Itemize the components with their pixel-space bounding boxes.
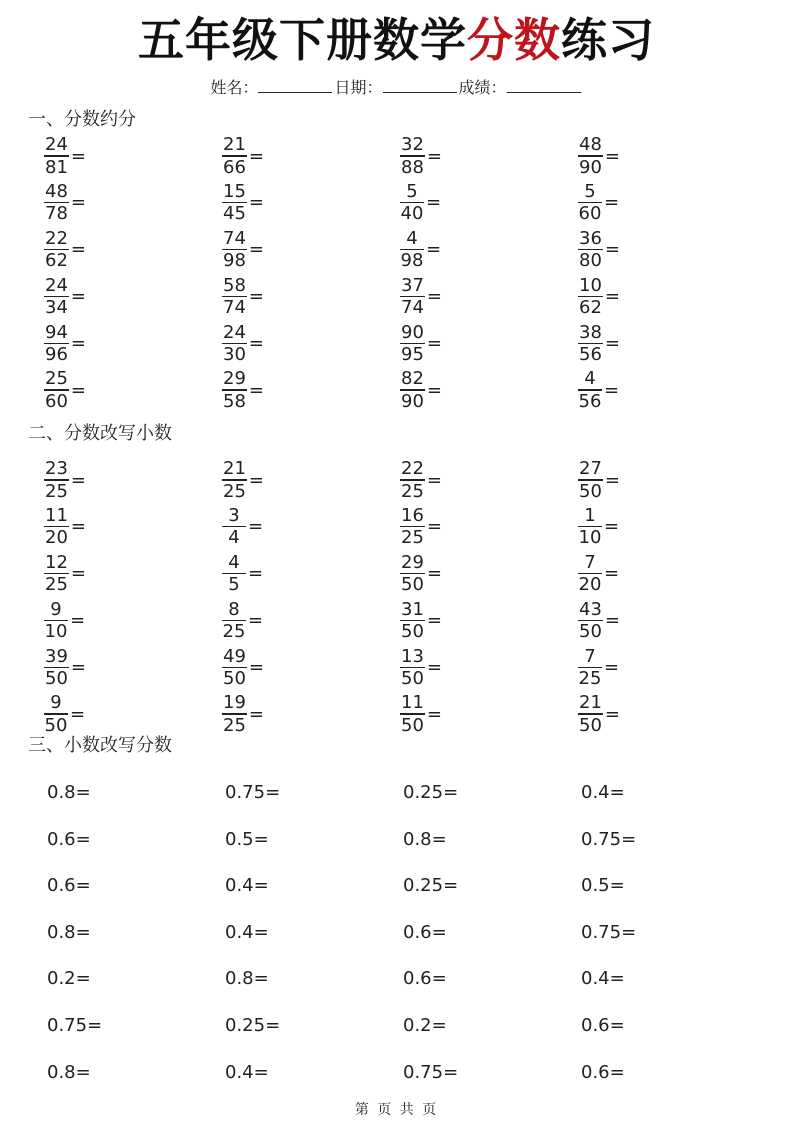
fraction-exercise	[400, 320, 442, 366]
fraction	[578, 553, 602, 594]
fraction	[578, 323, 603, 364]
fraction-exercise	[400, 504, 442, 550]
title-highlight: 分数	[467, 13, 561, 67]
numerator: 13	[401, 645, 424, 667]
equals-sign: =	[426, 332, 442, 354]
fraction	[44, 229, 69, 270]
numerator: 29	[401, 551, 424, 573]
fraction	[400, 600, 425, 641]
decimal-exercise: 0.75=	[403, 1061, 459, 1083]
numerator: 24	[45, 134, 68, 156]
fraction-exercise	[222, 227, 264, 273]
fraction	[578, 229, 603, 270]
denominator: 10	[578, 527, 602, 549]
numerator: 49	[223, 645, 246, 667]
denominator: 25	[401, 480, 424, 502]
fraction-exercise	[222, 457, 264, 503]
fraction-exercise	[400, 597, 442, 643]
fraction	[44, 693, 68, 734]
equals-sign: =	[70, 516, 86, 538]
denominator: 4	[228, 527, 240, 549]
fraction-exercise	[44, 273, 86, 319]
denominator: 56	[579, 343, 602, 365]
fraction-exercise	[44, 597, 85, 643]
equals-sign: =	[248, 516, 264, 538]
equals-sign: =	[426, 239, 442, 261]
denominator: 50	[401, 667, 424, 689]
fraction	[578, 276, 603, 317]
equals-sign: =	[604, 703, 620, 725]
equals-sign: =	[426, 145, 442, 167]
fraction	[222, 506, 246, 547]
fraction	[222, 459, 247, 500]
denominator: 95	[401, 343, 424, 365]
fraction-exercise	[222, 273, 264, 319]
equals-sign: =	[70, 656, 86, 678]
fraction-exercise	[400, 180, 441, 226]
fraction	[400, 506, 425, 547]
denominator: 40	[400, 203, 424, 225]
numerator: 36	[579, 227, 602, 249]
fraction-exercise	[578, 457, 620, 503]
denominator: 66	[223, 156, 246, 178]
numerator: 11	[401, 692, 424, 714]
fraction-exercise	[400, 227, 441, 273]
numerator: 10	[579, 274, 602, 296]
numerator: 37	[401, 274, 424, 296]
fraction	[578, 369, 602, 410]
denominator: 60	[45, 390, 68, 412]
decimal-exercise: 0.8=	[47, 1061, 91, 1083]
denominator: 96	[45, 343, 68, 365]
name-label: 姓名：	[210, 78, 259, 97]
fraction-exercise	[44, 551, 86, 597]
denominator: 50	[401, 621, 424, 643]
numerator: 94	[45, 321, 68, 343]
fraction-exercise	[222, 133, 264, 179]
equals-sign: =	[604, 516, 620, 538]
decimal-exercise: 0.75=	[581, 828, 637, 850]
decimal-exercise: 0.25=	[403, 875, 459, 897]
decimal-exercise: 0.25=	[225, 1015, 281, 1036]
equals-sign: =	[426, 516, 442, 538]
fraction	[578, 693, 603, 734]
fraction	[44, 506, 69, 547]
fraction	[400, 369, 425, 410]
worksheet-title	[0, 10, 793, 70]
equals-sign: =	[604, 656, 620, 678]
numerator: 4	[228, 551, 240, 573]
fraction-exercise	[222, 367, 264, 413]
denominator: 10	[44, 621, 68, 643]
numerator: 15	[223, 181, 246, 203]
decimal-exercise: 0.75=	[47, 1015, 103, 1036]
fraction-exercise	[400, 551, 442, 597]
numerator: 21	[223, 134, 246, 156]
equals-sign: =	[426, 469, 442, 491]
equals-sign: =	[604, 145, 620, 167]
denominator: 50	[401, 574, 424, 596]
denominator: 50	[579, 714, 602, 736]
fraction	[578, 506, 602, 547]
denominator: 62	[45, 250, 68, 272]
denominator: 25	[401, 527, 424, 549]
date-blank[interactable]	[383, 76, 457, 93]
numerator: 9	[50, 598, 62, 620]
equals-sign: =	[604, 239, 620, 261]
fraction	[400, 229, 424, 270]
denominator: 5	[228, 574, 240, 596]
section-2-title: 二、分数改写小数	[28, 423, 172, 444]
fraction	[578, 182, 602, 223]
fraction	[222, 229, 247, 270]
denominator: 98	[223, 250, 246, 272]
fraction	[44, 600, 68, 641]
equals-sign: =	[70, 332, 86, 354]
fraction-exercise	[222, 180, 264, 226]
numerator: 16	[401, 505, 424, 527]
equals-sign: =	[248, 563, 264, 585]
numerator: 7	[584, 551, 596, 573]
fraction	[400, 276, 425, 317]
title-part-3: 练习	[561, 13, 655, 67]
fraction	[400, 182, 424, 223]
fraction-exercise	[44, 644, 86, 690]
page-footer: 第 页 共 页	[354, 1102, 439, 1118]
equals-sign: =	[604, 609, 620, 631]
numerator: 8	[228, 598, 240, 620]
denominator: 74	[223, 297, 246, 319]
fraction-exercise	[44, 691, 85, 737]
equals-sign: =	[604, 379, 620, 401]
decimal-exercise: 0.6=	[403, 968, 447, 990]
numerator: 25	[45, 368, 68, 390]
numerator: 38	[579, 321, 602, 343]
denominator: 90	[579, 156, 602, 178]
fraction-exercise	[222, 597, 263, 643]
numerator: 22	[401, 458, 424, 480]
numerator: 48	[45, 181, 68, 203]
equals-sign: =	[248, 285, 264, 307]
denominator: 78	[45, 203, 68, 225]
equals-sign: =	[70, 239, 86, 261]
numerator: 12	[45, 551, 68, 573]
equals-sign: =	[426, 563, 442, 585]
numerator: 5	[406, 181, 418, 203]
decimal-exercise: 0.6=	[581, 1015, 625, 1036]
equals-sign: =	[248, 469, 264, 491]
title-part-1: 五年级下册数学	[138, 13, 467, 67]
fraction-exercise	[44, 504, 86, 550]
fraction-exercise	[222, 504, 263, 550]
fraction-exercise	[578, 597, 620, 643]
equals-sign: =	[248, 609, 264, 631]
equals-sign: =	[248, 239, 264, 261]
denominator: 50	[401, 714, 424, 736]
equals-sign: =	[248, 703, 264, 725]
fraction	[222, 182, 247, 223]
fraction-exercise	[44, 320, 86, 366]
fraction	[44, 182, 69, 223]
numerator: 24	[45, 274, 68, 296]
decimal-exercise: 0.8=	[47, 782, 91, 803]
fraction-exercise	[222, 644, 264, 690]
equals-sign: =	[426, 609, 442, 631]
name-blank[interactable]	[258, 76, 332, 93]
denominator: 98	[400, 250, 424, 272]
denominator: 25	[222, 621, 246, 643]
fraction	[578, 600, 603, 641]
fraction	[44, 323, 69, 364]
equals-sign: =	[248, 192, 264, 214]
section-3-title: 三、小数改写分数	[28, 735, 172, 756]
fraction	[222, 647, 247, 688]
decimal-exercise: 0.8=	[225, 968, 269, 990]
fraction	[222, 276, 247, 317]
numerator: 32	[401, 134, 424, 156]
decimal-exercise: 0.4=	[581, 968, 625, 990]
denominator: 25	[223, 714, 246, 736]
denominator: 20	[578, 574, 602, 596]
fraction	[44, 647, 69, 688]
numerator: 19	[223, 692, 246, 714]
numerator: 1	[584, 505, 596, 527]
decimal-exercise: 0.6=	[47, 828, 91, 850]
denominator: 25	[45, 574, 68, 596]
fraction	[222, 135, 247, 176]
numerator: 22	[45, 227, 68, 249]
denominator: 62	[579, 297, 602, 319]
equals-sign: =	[248, 145, 264, 167]
fraction-exercise	[578, 227, 620, 273]
denominator: 20	[45, 527, 68, 549]
decimal-exercise: 0.5=	[225, 828, 269, 850]
fraction	[578, 647, 602, 688]
score-blank[interactable]	[507, 76, 581, 93]
fraction-exercise	[578, 504, 619, 550]
equals-sign: =	[70, 145, 86, 167]
fraction-exercise	[44, 133, 86, 179]
fraction	[400, 693, 425, 734]
fraction-exercise	[400, 691, 442, 737]
section-1-title: 一、分数约分	[28, 109, 136, 130]
fraction	[44, 369, 69, 410]
equals-sign: =	[604, 285, 620, 307]
denominator: 80	[579, 250, 602, 272]
numerator: 21	[223, 458, 246, 480]
numerator: 39	[45, 645, 68, 667]
numerator: 3	[228, 505, 240, 527]
numerator: 9	[50, 692, 62, 714]
denominator: 88	[401, 156, 424, 178]
fraction	[578, 135, 603, 176]
decimal-exercise: 0.2=	[47, 968, 91, 990]
numerator: 48	[579, 134, 602, 156]
decimal-exercise: 0.4=	[225, 921, 269, 943]
numerator: 58	[223, 274, 246, 296]
date-label: 日期：	[334, 78, 383, 97]
fraction-exercise	[44, 180, 86, 226]
equals-sign: =	[426, 285, 442, 307]
fraction	[400, 647, 425, 688]
equals-sign: =	[70, 379, 86, 401]
equals-sign: =	[70, 469, 86, 491]
denominator: 30	[223, 343, 246, 365]
fraction-exercise	[578, 551, 619, 597]
denominator: 34	[45, 297, 68, 319]
decimal-exercise: 0.4=	[225, 875, 269, 897]
fraction	[44, 276, 69, 317]
denominator: 90	[401, 390, 424, 412]
student-info-line	[0, 76, 793, 100]
equals-sign: =	[70, 703, 86, 725]
equals-sign: =	[604, 563, 620, 585]
fraction-exercise	[222, 320, 264, 366]
equals-sign: =	[248, 379, 264, 401]
decimal-exercise: 0.75=	[225, 782, 281, 803]
denominator: 45	[223, 203, 246, 225]
fraction-exercise	[44, 367, 86, 413]
numerator: 74	[223, 227, 246, 249]
numerator: 21	[579, 692, 602, 714]
denominator: 81	[45, 156, 68, 178]
decimal-exercise: 0.2=	[403, 1015, 447, 1036]
fraction-exercise	[400, 457, 442, 503]
numerator: 27	[579, 458, 602, 480]
equals-sign: =	[70, 285, 86, 307]
decimal-exercise: 0.4=	[225, 1061, 269, 1083]
fraction-exercise	[578, 691, 620, 737]
fraction	[400, 323, 425, 364]
denominator: 56	[578, 390, 602, 412]
equals-sign: =	[604, 192, 620, 214]
denominator: 74	[401, 297, 424, 319]
fraction-exercise	[44, 457, 86, 503]
fraction	[222, 600, 246, 641]
fraction	[400, 459, 425, 500]
fraction	[222, 553, 246, 594]
numerator: 31	[401, 598, 424, 620]
fraction-exercise	[578, 180, 619, 226]
numerator: 11	[45, 505, 68, 527]
equals-sign: =	[426, 656, 442, 678]
fraction	[44, 553, 69, 594]
fraction	[222, 693, 247, 734]
decimal-exercise: 0.75=	[581, 921, 637, 943]
denominator: 50	[579, 621, 602, 643]
fraction	[44, 135, 69, 176]
fraction-exercise	[578, 273, 620, 319]
numerator: 43	[579, 598, 602, 620]
fraction-exercise	[44, 227, 86, 273]
numerator: 4	[584, 368, 596, 390]
numerator: 82	[401, 368, 424, 390]
fraction	[222, 323, 247, 364]
denominator: 25	[223, 480, 246, 502]
denominator: 50	[579, 480, 602, 502]
fraction	[222, 369, 247, 410]
equals-sign: =	[70, 609, 86, 631]
fraction	[44, 459, 69, 500]
equals-sign: =	[248, 656, 264, 678]
denominator: 25	[45, 480, 68, 502]
numerator: 23	[45, 458, 68, 480]
fraction-exercise	[400, 273, 442, 319]
fraction	[400, 135, 425, 176]
fraction-exercise	[222, 691, 264, 737]
fraction-exercise	[578, 367, 619, 413]
equals-sign: =	[426, 192, 442, 214]
numerator: 24	[223, 321, 246, 343]
score-label: 成绩：	[458, 78, 507, 97]
fraction-exercise	[400, 644, 442, 690]
denominator: 50	[223, 667, 246, 689]
fraction-exercise	[578, 644, 619, 690]
equals-sign: =	[248, 332, 264, 354]
numerator: 90	[401, 321, 424, 343]
fraction	[578, 459, 603, 500]
equals-sign: =	[426, 379, 442, 401]
decimal-exercise: 0.25=	[403, 782, 459, 803]
denominator: 50	[45, 667, 68, 689]
numerator: 5	[584, 181, 596, 203]
decimal-exercise: 0.5=	[581, 875, 625, 897]
fraction-exercise	[578, 320, 620, 366]
denominator: 50	[44, 714, 68, 736]
equals-sign: =	[604, 332, 620, 354]
denominator: 58	[223, 390, 246, 412]
decimal-exercise: 0.4=	[581, 782, 625, 803]
fraction-exercise	[400, 367, 442, 413]
equals-sign: =	[426, 703, 442, 725]
numerator: 4	[406, 227, 418, 249]
equals-sign: =	[70, 563, 86, 585]
numerator: 7	[584, 645, 596, 667]
equals-sign: =	[70, 192, 86, 214]
fraction-exercise	[578, 133, 620, 179]
decimal-exercise: 0.8=	[47, 921, 91, 943]
numerator: 29	[223, 368, 246, 390]
decimal-exercise: 0.6=	[581, 1061, 625, 1083]
fraction-exercise	[400, 133, 442, 179]
fraction-exercise	[222, 551, 263, 597]
decimal-exercise: 0.6=	[403, 921, 447, 943]
fraction	[400, 553, 425, 594]
equals-sign: =	[604, 469, 620, 491]
denominator: 60	[578, 203, 602, 225]
decimal-exercise: 0.6=	[47, 875, 91, 897]
denominator: 25	[578, 667, 602, 689]
decimal-exercise: 0.8=	[403, 828, 447, 850]
